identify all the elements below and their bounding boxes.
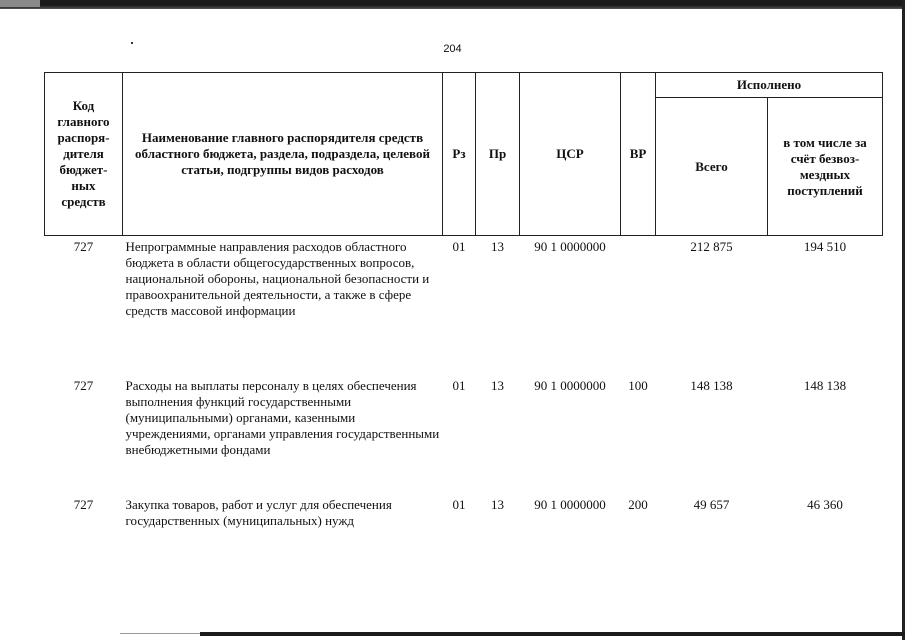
cell-total: 49 657 [693, 497, 730, 512]
budget-table [44, 72, 883, 557]
cell-total: 212 875 [690, 239, 733, 254]
cell-name: Расходы на выплаты персоналу в целях обеспечения выполнения функций государственными (муниципальными) органами, казенными учреждениями, органами управления государственными внебюджетными фондами [125, 378, 440, 457]
cell-rz: 01 [452, 378, 466, 393]
cell-name: Закупка товаров, работ и услуг для обеспечения государственных (муниципальных) нужд [125, 497, 392, 528]
table-header [45, 73, 883, 236]
table-body [45, 236, 883, 558]
cell-incl: 194 510 [803, 239, 847, 254]
header-pr: Пр [476, 73, 520, 236]
cell-rz: 01 [452, 497, 466, 512]
cell-name: Непрограммные направления расходов областного бюджета в области общегосударственных вопросов, национальной обороны, национальной безопасности и правоохранительной деятельности, а также в сфере средств массовой информации [125, 239, 430, 318]
scan-edge-top-gap [0, 0, 40, 7]
header-csr: ЦСР [520, 73, 621, 236]
cell-code: 727 [73, 497, 94, 512]
page-number: 204 [443, 43, 462, 55]
table-row [45, 375, 883, 492]
cell-vr: 200 [628, 497, 648, 512]
cell-total: 148 138 [690, 378, 733, 393]
cell-vr: 100 [628, 378, 648, 393]
cell-code: 727 [73, 378, 94, 393]
cell-pr: 13 [491, 239, 504, 254]
cell-csr: 90 1 0000000 [534, 239, 606, 254]
cell-code: 727 [73, 239, 94, 254]
scan-edge-top [0, 0, 905, 9]
header-vr: ВР [621, 73, 656, 236]
header-code: Код главного распоря-дителя бюджет-ных средств [45, 73, 123, 236]
cell-rz: 01 [452, 239, 466, 254]
header-total: Всего [656, 98, 768, 236]
table-row [45, 492, 883, 557]
cell-csr: 90 1 0000000 [534, 378, 606, 393]
cell-vr [621, 236, 656, 376]
cell-csr: 90 1 0000000 [534, 497, 606, 512]
header-name: Наименование главного распорядителя средств областного бюджета, раздела, подраздела, целевой статьи, подгруппы видов расходов [123, 73, 443, 236]
cell-pr: 13 [491, 378, 504, 393]
cell-incl: 46 360 [807, 497, 843, 512]
table-row [45, 236, 883, 376]
scan-edge-bottom [200, 632, 905, 636]
scan-edge-bottom-thin [120, 633, 210, 634]
cell-incl: 148 138 [803, 378, 847, 393]
header-executed: Исполнено [656, 73, 883, 98]
header-incl: в том числе за счёт безвоз-мездных поступлений [768, 98, 883, 236]
cell-pr: 13 [491, 497, 504, 512]
header-rz: Рз [443, 73, 476, 236]
